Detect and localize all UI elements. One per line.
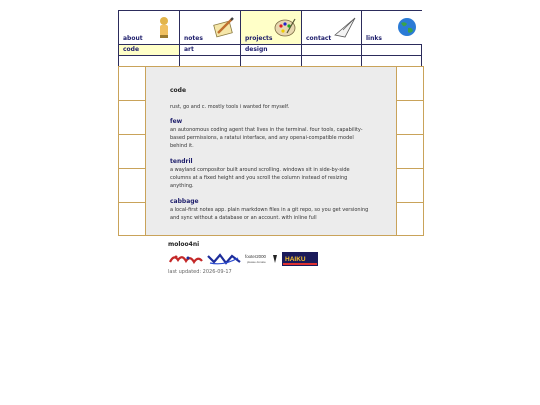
- spacer-cell: [302, 56, 362, 66]
- site-header: [118, 10, 422, 67]
- rail-cell: [397, 101, 423, 135]
- globe-icon: [395, 15, 419, 39]
- last-updated: last updated: 2026-09-17: [168, 269, 232, 275]
- rail-cell: [397, 67, 423, 101]
- spacer-cell: [180, 56, 241, 66]
- spacer-cell: [241, 56, 302, 66]
- project-title-cabbage[interactable]: cabbage: [170, 198, 199, 205]
- spacer-cell: [362, 56, 423, 66]
- haiku-badge[interactable]: [282, 252, 318, 266]
- nav-item-projects[interactable]: projects: [241, 11, 302, 44]
- right-rail: [396, 67, 423, 235]
- nav-item-links[interactable]: links: [362, 11, 423, 44]
- rail-cell: [119, 101, 145, 135]
- rail-cell: [397, 203, 423, 236]
- svg-text:please donate: please donate: [247, 260, 266, 264]
- main-nav: [118, 10, 422, 45]
- graffiti-badge-1[interactable]: [168, 252, 204, 266]
- footer2000-badge[interactable]: [244, 252, 280, 266]
- content-frame: [118, 66, 424, 236]
- rail-cell: [119, 169, 145, 203]
- subnav-item-art[interactable]: art: [180, 45, 241, 55]
- rail-cell: [397, 135, 423, 169]
- project-title-tendril[interactable]: tendril: [170, 158, 193, 165]
- svg-text:footer2000: footer2000: [245, 254, 266, 259]
- palette-icon: [273, 15, 297, 39]
- nav-item-about[interactable]: about: [119, 11, 180, 44]
- subnav-item-empty: [302, 45, 362, 55]
- paper-plane-icon: [333, 15, 357, 39]
- project-desc-cabbage: a local-first notes app. plain markdown files in a git repo, so you get versioning and sync without a database or an account. with inline full: [170, 207, 369, 221]
- rail-cell: [397, 169, 423, 203]
- site-name: moloo4ni: [168, 241, 200, 248]
- site-footer: [168, 241, 318, 275]
- graffiti-badge-2[interactable]: [206, 252, 242, 266]
- rail-cell: [119, 67, 145, 101]
- pencil-note-icon: [212, 15, 236, 39]
- project-desc-tendril: a wayland compositor built around scrolling. windows sit in side-by-side columns at a fixed height and you scroll the column instead of resizing anything.: [170, 167, 350, 189]
- page-title: code: [170, 87, 187, 94]
- subnav-item-design[interactable]: design: [241, 45, 302, 55]
- spacer-cell: [119, 56, 180, 66]
- rail-cell: [119, 203, 145, 236]
- svg-text:HAIKU: HAIKU: [285, 256, 306, 263]
- person-icon: [151, 15, 175, 39]
- badge-row: [168, 252, 318, 266]
- intro-text: rust, go and c. mostly tools i wanted for myself.: [170, 104, 290, 110]
- rail-cell: [119, 135, 145, 169]
- content-panel[interactable]: [146, 67, 396, 235]
- subnav-item-code[interactable]: code: [119, 45, 180, 55]
- sub-nav: [118, 45, 422, 56]
- project-title-few[interactable]: few: [170, 118, 183, 125]
- nav-item-contact[interactable]: contact: [302, 11, 362, 44]
- subnav-item-empty: [362, 45, 423, 55]
- left-rail: [119, 67, 146, 235]
- project-desc-few: an autonomous coding agent that lives in the terminal. four tools, capability-based permissions, a ratatui interface, and any openai-compatible model behind it.: [170, 127, 363, 149]
- nav-item-notes[interactable]: notes: [180, 11, 241, 44]
